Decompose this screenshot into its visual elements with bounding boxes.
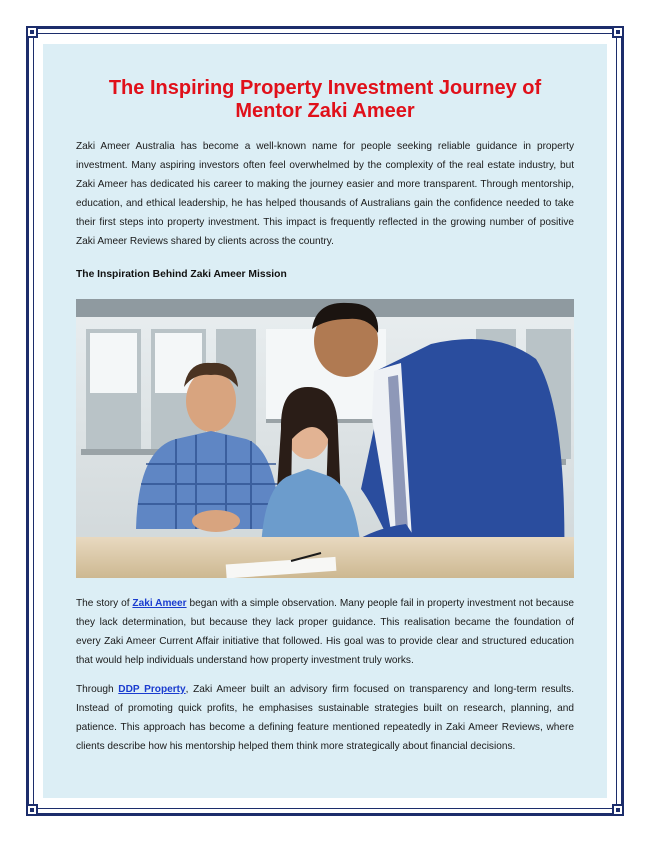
ddp-paragraph: [76, 680, 574, 756]
ddp-text-after: , Zaki Ameer built an advisory firm focused on transparency and long-term results. Instead of promoting quick profits, he emphasises sustainable strategies built on research, planning, and patience. This approach has become a defining feature mentioned repeatedly in Zaki Ameer Reviews, where clients describe how his mentorship helped them think more strategically about financial decisions.: [76, 684, 574, 752]
hero-photo: [76, 299, 574, 578]
story-paragraph: [76, 594, 574, 670]
border-corner-ornament: [612, 26, 624, 38]
section-heading: The Inspiration Behind Zaki Ameer Mission: [76, 269, 287, 280]
intro-paragraph: Zaki Ameer Australia has become a well-known name for people seeking reliable guidance in property investment. Many aspiring investors often feel overwhelmed by the complexity of the real estate industry, but Zaki Ameer has dedicated his career to making the journey easier and more transparent. Through mentorship, education, and ethical leadership, he has helped thousands of Australians gain the confidence needed to take their first steps into property investment. This impact is frequently reflected in the growing number of positive Zaki Ameer Reviews shared by clients across the country.: [76, 141, 574, 247]
document-page: [43, 44, 607, 798]
document-title: The Inspiring Property Investment Journey of Mentor Zaki Ameer: [108, 77, 542, 122]
border-corner-ornament: [26, 804, 38, 816]
ddp-property-link[interactable]: DDP Property: [118, 684, 186, 695]
zaki-ameer-link[interactable]: Zaki Ameer: [132, 598, 187, 609]
border-corner-ornament: [612, 804, 624, 816]
ddp-text-before: Through: [76, 684, 119, 695]
border-corner-ornament: [26, 26, 38, 38]
story-text-after: began with a simple observation. Many people fail in property investment not because they lack determination, but because they lack proper guidance. This realisation became the foundation of every Zaki Ameer Current Affair initiative that followed. His goal was to provide clear and structured education that would help individuals understand how property investment truly works.: [76, 598, 574, 666]
story-text-before: The story of: [76, 598, 133, 609]
